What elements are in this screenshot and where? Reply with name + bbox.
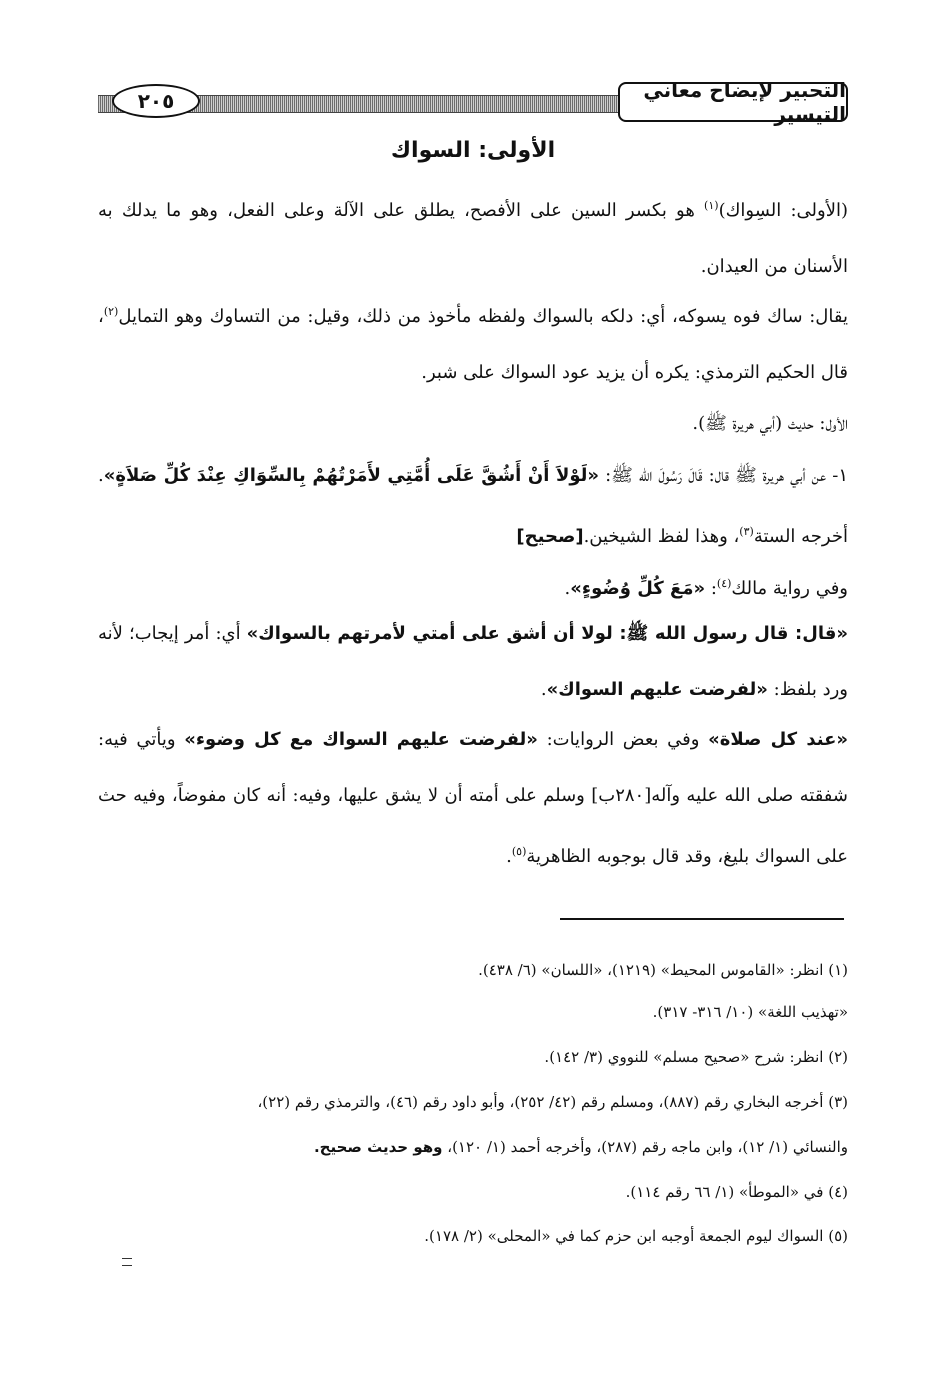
- text: . أخرجه الستة: [98, 465, 848, 547]
- text: .: [506, 846, 512, 867]
- continuation-mark: [122, 1258, 132, 1266]
- text: ، وهذا لفظ الشيخين.: [583, 526, 740, 547]
- text: ويأتي فيه: شفقته صلى الله عليه وآله[٢٨٠ب] وسلم على أمته أن لا يشق عليها، وفيه: أنه كان مفوضاً، وفيه حث على السواك بليغ، وقد قال بوجوبه الظاهرية: [98, 729, 848, 867]
- text: أي: أمر إيجاب؛ لأنه ورد بلفظ:: [98, 623, 848, 700]
- text: ، قال الحكيم الترمذي: يكره أن يزيد عود السواك على شبر.: [98, 306, 848, 383]
- text: والنسائي (١/ ١٢)، وابن ماجه رقم (٢٨٧)، وأخرجه أحمد (١/ ١٢٠)،: [442, 1138, 848, 1156]
- footnote-1-continued: «تهذيب اللغة» (١٠/ ٣١٦- ٣١٧).: [652, 1003, 848, 1021]
- section-heading: الأولى: السواك: [390, 138, 556, 163]
- grading-text: وهو حديث صحيح.: [313, 1138, 443, 1156]
- footnote-4: (٤) في «الموطأ» (١/ ٦٦ رقم ١١٤).: [625, 1183, 848, 1201]
- quoted-text: «لفرضت عليهم السواك مع كل وضوء»: [184, 729, 538, 750]
- quoted-text: «لفرضت عليهم السواك»: [546, 679, 768, 700]
- footnote-ref: (٥): [511, 845, 527, 858]
- text: ١- عن أبي هريرة ﷺ قال: قَالَ رَسُولَ الله ﷺ:: [599, 465, 848, 486]
- footnote-ref: (٤): [716, 577, 732, 590]
- footnote-ref: (١): [704, 199, 719, 212]
- quoted-text: «عند كل صلاة»: [708, 729, 848, 750]
- footnote-3: (٣) أخرجه البخاري رقم (٨٨٧)، ومسلم رقم (٤٢/ ٢٥٢)، وأبو داود رقم (٤٦)، والترمذي رقم (٢٢)،: [257, 1093, 848, 1111]
- footnote-separator: [560, 918, 844, 920]
- page-header: [98, 78, 848, 130]
- hadith-text: «لَوْلاَ أَنْ أَشُقَّ عَلَى أُمَّتِي لأَمَرْتُهُمْ بِالسِّوَاكِ عِنْدَ كُلِّ صَلاَةٍ»: [103, 465, 600, 486]
- paragraph-hadith: [98, 448, 848, 565]
- text: :: [705, 578, 717, 599]
- text: هو بكسر السين على الأفصح، يطلق على الآلة وعلى الفعل، وهو ما يدلك به الأسنان من العيدان.: [98, 200, 848, 277]
- grading-tag: [صحيح]: [516, 526, 584, 547]
- footnote-1: (١) انظر: «القاموس المحيط» (١٢١٩)، «اللسان» (٦/ ٤٣٨).: [478, 961, 848, 979]
- text: .: [564, 578, 571, 599]
- hadith-text: «مَعَ كُلِّ وُضُوءٍ»: [570, 578, 706, 599]
- text: (الأولى: السِواك): [718, 200, 848, 221]
- quoted-text: «قال: قال رسول الله ﷺ: لولا أن أشق على أمتي لأمرتهم بالسواك»: [246, 623, 848, 644]
- footnote-ref: (٣): [739, 525, 754, 538]
- paragraph-definition: [98, 178, 848, 295]
- paragraph-commentary-2: [98, 712, 848, 885]
- text: .: [540, 679, 547, 700]
- paragraph-commentary-1: [98, 606, 848, 718]
- paragraph-etymology: [98, 284, 848, 401]
- book-title: التحبير لإيضاح معاني التيسير: [618, 82, 848, 122]
- text: وفي رواية مالك: [731, 578, 848, 599]
- footnote-ref: (٢): [103, 305, 119, 318]
- footnote-2: (٢) انظر: شرح «صحيح مسلم» للنووي (٣/ ١٤٢).: [544, 1048, 848, 1066]
- text: يقال: ساك فوه يسوكه، أي: دلكه بالسواك ولفظه مأخوذ من ذلك، وقيل: من التساوك وهو التمايل: [118, 306, 848, 327]
- footnote-5: (٥) السواك ليوم الجمعة أوجبه ابن حزم كما في «المحلى» (٢/ ١٧٨).: [424, 1227, 848, 1245]
- page-number: ٢٠٥: [112, 84, 200, 118]
- text: وفي بعض الروايات:: [537, 729, 709, 750]
- paragraph-first-hadith-title: الأول: حديث (أبي هريرة ﷺ).: [692, 413, 848, 434]
- footnote-3-continued: [98, 1135, 848, 1159]
